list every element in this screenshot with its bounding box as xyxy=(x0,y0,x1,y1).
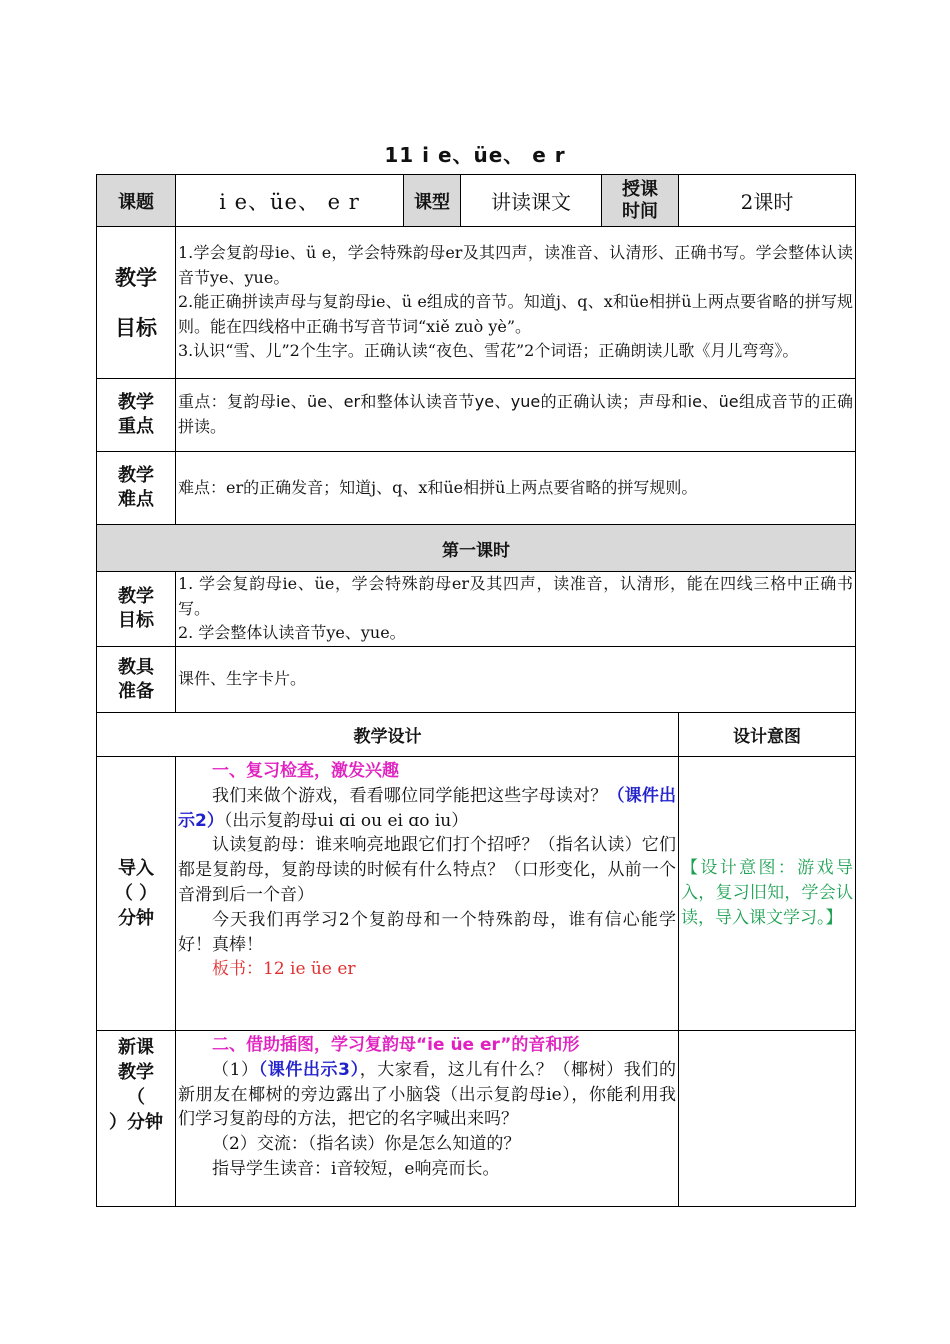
new-label-3: （ xyxy=(127,1087,145,1108)
first-lesson-goals-row xyxy=(97,572,856,647)
tools-row xyxy=(97,647,856,713)
time-value: 2课时 xyxy=(679,175,856,227)
design-header-row xyxy=(97,713,856,757)
intro-label-3: 分钟 xyxy=(118,908,154,929)
goals-text xyxy=(176,227,856,379)
intro-heading: 一、复习检查，激发兴趣 xyxy=(212,761,399,781)
new-lesson-intent xyxy=(679,1031,856,1207)
key-points-row xyxy=(97,379,856,452)
key-points-label xyxy=(97,379,176,452)
intro-p1-text-a: 我们来做个游戏，看看哪位同学能把这些字母读对？ xyxy=(212,785,608,806)
goals-label-2: 目标 xyxy=(115,315,157,340)
new-label-1: 新课 xyxy=(118,1037,154,1058)
tools-text: 课件、生字卡片。 xyxy=(176,647,856,713)
topic-value: i e、üe、 e r xyxy=(176,175,404,227)
new-label-2: 教学 xyxy=(118,1062,154,1083)
type-value: 讲读课文 xyxy=(461,175,602,227)
difficulties-label xyxy=(97,452,176,525)
difficulties-row xyxy=(97,452,856,525)
goal-line-1: 1.学会复韵母ie、ü e，学会特殊韵母er及其四声，读准音、认清形、正确书写。学会整体认读音节ye、yue。 xyxy=(178,243,853,287)
tools-label-2: 准备 xyxy=(118,680,154,702)
key-label-2: 重点 xyxy=(118,416,154,437)
design-col-header: 教学设计 xyxy=(97,713,679,757)
topic-label: 课题 xyxy=(97,175,176,227)
new-label-4: ）分钟 xyxy=(109,1112,163,1133)
first-goal-line-1: 1. 学会复韵母ie、üe，学会特殊韵母er及其四声，读准音，认清形，能在四线三格中正确书写。 xyxy=(178,574,853,618)
intro-paragraph-2: 认读复韵母：谁来响亮地跟它们打个招呼？（指名认读）它们都是复韵母，复韵母读的时候有什么特点？（口形变化，从前一个音滑到后一个音） xyxy=(178,835,676,905)
goal-line-2: 2.能正确拼读声母与复韵母ie、ü e组成的音节。知道j、q、x和üe相拼ü上两点要省略的拼写规则。能在四线格中正确书写音节词“xiě zuò yè”。 xyxy=(178,292,853,336)
first-lesson-heading: 第一课时 xyxy=(97,525,856,572)
tools-label-1: 教具 xyxy=(118,656,154,678)
difficulties-text: 难点：er的正确发音；知道j、q、x和üe相拼ü上两点要省略的拼写规则。 xyxy=(176,452,856,525)
first-goal-line-2: 2. 学会整体认读音节ye、yue。 xyxy=(178,623,406,643)
intro-row xyxy=(97,757,856,1031)
intro-label-2: （ ） xyxy=(114,883,158,904)
intent-col-header: 设计意图 xyxy=(679,713,856,757)
intro-content xyxy=(176,757,679,1031)
first-goals-label-1: 教学 xyxy=(118,586,154,607)
first-goals-text xyxy=(176,572,856,647)
lesson-plan-table xyxy=(96,174,856,1207)
key-label-1: 教学 xyxy=(118,392,154,413)
intro-blackboard: 板书：12 ie üe er xyxy=(212,959,356,980)
new-lesson-label xyxy=(97,1031,176,1207)
tools-label xyxy=(97,647,176,713)
diff-label-2: 难点 xyxy=(118,489,154,510)
goal-line-3: 3.认识“雪、儿”2个生字。正确认读“夜色、雪花”2个词语；正确朗读儿歌《月儿弯弯》。 xyxy=(178,341,799,361)
intro-paragraph-3: 今天我们再学习2个复韵母和一个特殊韵母，谁有信心能学好！真棒！ xyxy=(178,909,676,955)
page-title: 11 i e、üe、 e r xyxy=(384,143,566,167)
intro-p1-text-b: （出示复韵母ui ɑi ou ei ɑo iu） xyxy=(223,810,469,831)
type-label: 课型 xyxy=(404,175,461,227)
key-points-text: 重点：复韵母ie、üe、er和整体认读音节ye、yue的正确认读；声母和ie、üe组成音节的正确拼读。 xyxy=(176,379,856,452)
courseware-2-link: （课件出示2） xyxy=(178,785,677,831)
new-lesson-row xyxy=(97,1031,856,1207)
intro-intent: 【设计意图：游戏导入，复习旧知，学会认读，导入课文学习。】 xyxy=(679,757,856,1031)
time-label-1: 授课 xyxy=(622,178,658,200)
new-lesson-content xyxy=(176,1031,679,1207)
new-lesson-paragraph-2: （2）交流：（指名读）你是怎么知道的？ xyxy=(212,1134,521,1155)
new-lesson-paragraph-1 xyxy=(178,1058,676,1132)
goals-row xyxy=(97,227,856,379)
intro-paragraph-1 xyxy=(178,784,676,834)
new-lesson-paragraph-3: 指导学生读音：i音较短，e响亮而长。 xyxy=(212,1158,500,1179)
new-lesson-heading: 二、借助插图，学习复韵母“ie üe er”的音和形 xyxy=(212,1035,580,1055)
first-goals-label xyxy=(97,572,176,647)
first-goals-label-2: 目标 xyxy=(118,610,154,631)
courseware-3-link: （课件出示3） xyxy=(258,1059,360,1080)
first-lesson-heading-row xyxy=(97,525,856,572)
intro-label xyxy=(97,757,176,1031)
time-label xyxy=(602,175,679,227)
intro-label-1: 导入 xyxy=(118,858,154,879)
goals-label xyxy=(97,227,176,379)
new-p1-text-b: ，大家看，这儿有什么？（椰树）我们的新朋友在椰树的旁边露出了小脑袋（出示复韵母ie），你能利用我们学习复韵母的方法，把它的名字喊出来吗？ xyxy=(178,1059,676,1130)
new-p1-text-a: （1） xyxy=(212,1059,259,1080)
time-label-2: 时间 xyxy=(622,200,658,222)
header-row xyxy=(97,175,856,227)
goals-label-1: 教学 xyxy=(115,265,157,290)
diff-label-1: 教学 xyxy=(118,465,154,486)
